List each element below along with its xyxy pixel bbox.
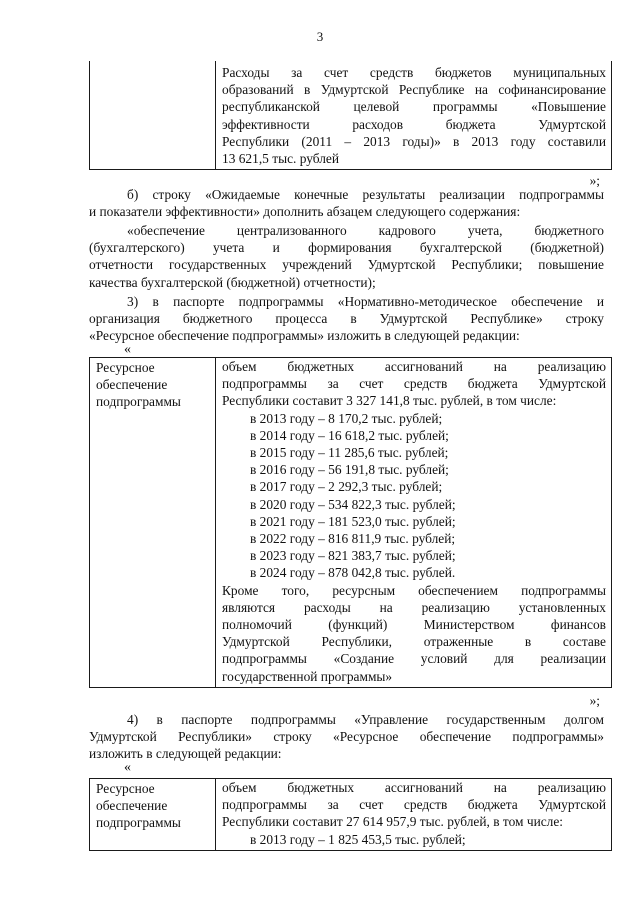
year-line: в 2016 году – 56 191,8 тыс. рублей; bbox=[250, 462, 449, 478]
opening-quote-2: « bbox=[124, 342, 131, 357]
text-line: изложить в следующей редакции: bbox=[89, 746, 282, 762]
label-line: обеспечение bbox=[96, 377, 168, 393]
text-line: Удмуртской Республики» строку «Ресурсное обеспечение подпрограммы» bbox=[89, 729, 604, 745]
text-line: республиканской целевой программы «Повышение bbox=[222, 99, 606, 115]
text-line: Удмуртской Республики, отраженные в составе bbox=[222, 634, 606, 650]
text-line: б) строку «Ожидаемые конечные результаты реализации подпрограммы bbox=[127, 187, 604, 202]
year-line: в 2021 году – 181 523,0 тыс. рублей; bbox=[250, 513, 456, 529]
text-line: 13 621,5 тыс. рублей bbox=[222, 151, 340, 167]
label-line: подпрограммы bbox=[96, 815, 181, 831]
year-line: в 2023 году – 821 383,7 тыс. рублей; bbox=[250, 548, 456, 564]
resource-table-2 bbox=[89, 357, 612, 688]
text-line: отчетности государственных учреждений Удмуртской Республики; повышение bbox=[89, 257, 604, 273]
top-table-left-cell bbox=[90, 61, 216, 170]
text-line: являются расходы на реализацию установленных bbox=[222, 599, 606, 615]
year-line: в 2014 году – 16 618,2 тыс. рублей; bbox=[250, 427, 449, 443]
top-table bbox=[89, 61, 612, 170]
year-line: в 2017 году – 2 292,3 тыс. рублей; bbox=[250, 479, 443, 495]
year-line: в 2024 году – 878 042,8 тыс. рублей. bbox=[250, 565, 456, 581]
text-line: объем бюджетных ассигнований на реализацию bbox=[222, 780, 606, 795]
closing-quote-1: »; bbox=[589, 173, 600, 188]
paragraph-quote bbox=[89, 222, 604, 291]
text-line: подпрограммы «Создание условий для реализации bbox=[222, 651, 606, 667]
text-line: Кроме того, ресурсным обеспечением подпрограммы bbox=[222, 582, 606, 598]
paragraph-b bbox=[89, 186, 604, 220]
paragraph-4 bbox=[89, 711, 604, 763]
paragraph-3 bbox=[89, 293, 604, 345]
year-line: в 2022 году – 816 811,9 тыс. рублей; bbox=[250, 531, 456, 547]
closing-quote-2: »; bbox=[589, 693, 600, 708]
text-line: объем бюджетных ассигнований на реализацию bbox=[222, 359, 606, 374]
resource-content-cell bbox=[216, 779, 612, 851]
text-line: 4) в паспорте подпрограммы «Управление государственным долгом bbox=[127, 712, 604, 727]
text-line: качества бухгалтерской (бюджетной) отчетности); bbox=[89, 274, 376, 290]
text-line: государственной программы» bbox=[222, 668, 393, 684]
label-line: Ресурсное bbox=[96, 360, 155, 375]
year-line: в 2013 году – 1 825 453,5 тыс. рублей; bbox=[250, 831, 466, 847]
text-line: «Ресурсное обеспечение подпрограммы» изложить в следующей редакции: bbox=[89, 328, 520, 344]
text-line: «обеспечение централизованного кадрового учета, бюджетного bbox=[127, 223, 604, 238]
text-line: Расходы за счет средств бюджетов муниципальных bbox=[222, 65, 606, 80]
text-line: 3) в паспорте подпрограммы «Нормативно-методическое обеспечение и bbox=[127, 294, 604, 309]
label-line: подпрограммы bbox=[96, 394, 181, 410]
year-line: в 2020 году – 534 822,3 тыс. рублей; bbox=[250, 496, 456, 512]
text-line: подпрограммы за счет средств бюджета Удмуртской bbox=[222, 376, 606, 392]
resource-label-cell bbox=[90, 779, 216, 851]
year-line: в 2015 году – 11 285,6 тыс. рублей; bbox=[250, 445, 449, 461]
label-line: Ресурсное bbox=[96, 781, 155, 796]
top-table-right-cell bbox=[216, 61, 612, 170]
text-line: и показатели эффективности» дополнить абзацем следующего содержания: bbox=[89, 204, 521, 220]
resource-table-3 bbox=[89, 778, 612, 851]
text-line: Республики составит 27 614 957,9 тыс. рублей, в том числе: bbox=[222, 814, 564, 830]
label-line: обеспечение bbox=[96, 798, 168, 814]
opening-quote-3: « bbox=[124, 760, 131, 775]
text-line: подпрограммы за счет средств бюджета Удмуртской bbox=[222, 797, 606, 813]
text-line: Республики составит 3 327 141,8 тыс. рублей, в том числе: bbox=[222, 393, 557, 409]
text-line: образований в Удмуртской Республике на софинансирование bbox=[222, 82, 606, 98]
year-line: в 2013 году – 8 170,2 тыс. рублей; bbox=[250, 410, 443, 426]
text-line: полномочий (функций) Министерством финансов bbox=[222, 617, 606, 633]
text-line: эффективности расходов бюджета Удмуртской bbox=[222, 116, 606, 132]
resource-content-cell bbox=[216, 358, 612, 688]
page-number: 3 bbox=[316, 29, 324, 44]
text-line: (бухгалтерского) учета и формирования бухгалтерской (бюджетной) bbox=[89, 240, 604, 256]
text-line: организация бюджетного процесса в Удмуртской Республике» строку bbox=[89, 311, 604, 327]
text-line: Республики (2011 – 2013 годы)» в 2013 году составили bbox=[222, 133, 606, 149]
resource-label-cell bbox=[90, 358, 216, 688]
